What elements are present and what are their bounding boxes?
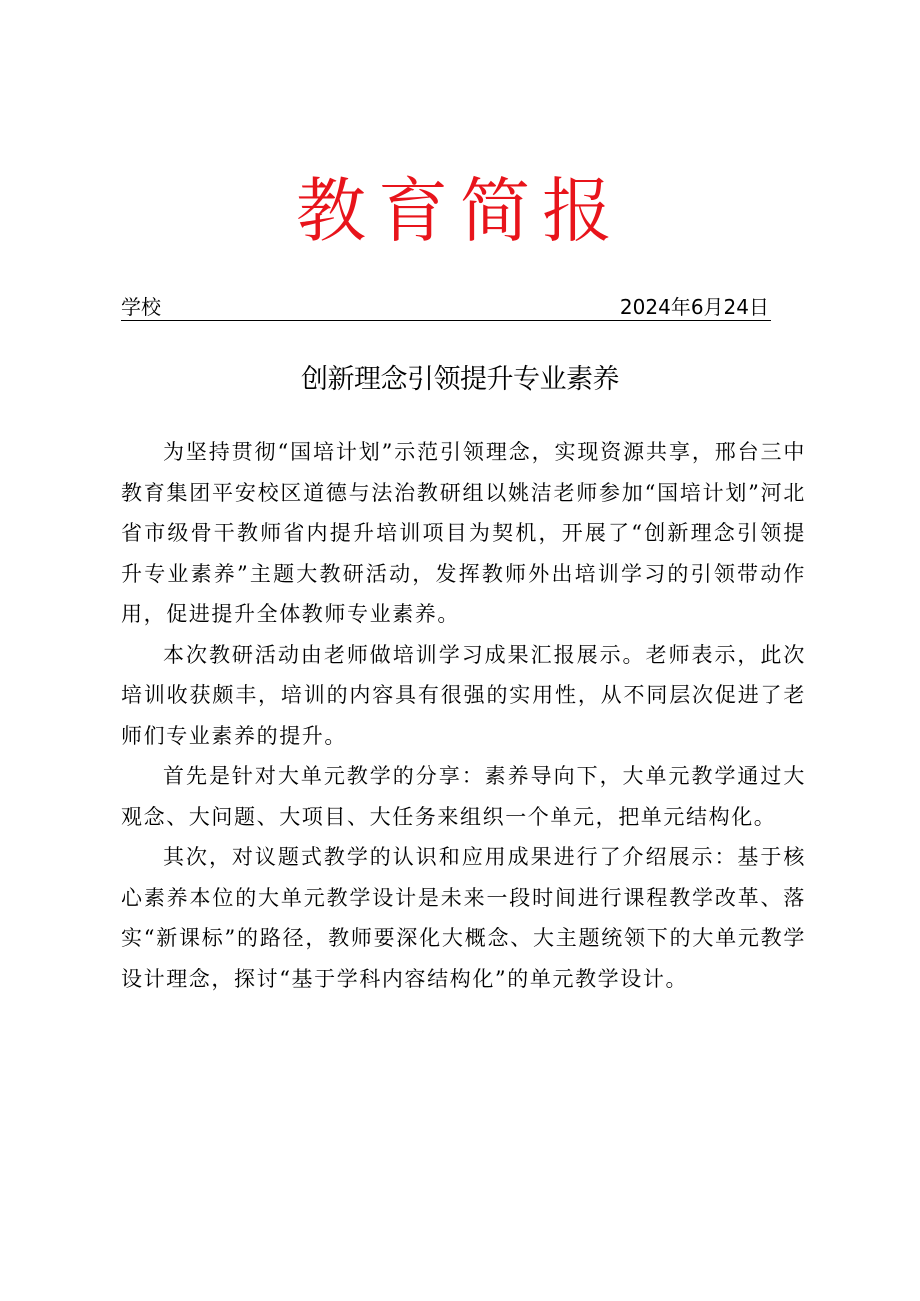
article-body xyxy=(121,432,806,999)
masthead-title: 教育简报 xyxy=(296,170,624,252)
info-line xyxy=(121,294,771,321)
paragraph: 为坚持贯彻“国培计划”示范引领理念，实现资源共享，邢台三中教育集团平安校区道德与法治教研组以姚洁老师参加“国培计划”河北省市级骨干教师省内提升培训项目为契机，开展了“创新理念引领提升专业素养”主题大教研活动，发挥教师外出培训学习的引领带动作用，促进提升全体教师专业素养。 xyxy=(121,440,806,626)
article-title: 创新理念引领提升专业素养 xyxy=(301,364,619,395)
paragraph: 首先是针对大单元教学的分享：素养导向下，大单元教学通过大观念、大问题、大项目、大任务来组织一个单元，把单元结构化。 xyxy=(121,764,806,829)
issue-date: 2024年6月24日 xyxy=(619,295,769,319)
school-label: 学校 xyxy=(121,295,161,319)
paragraph: 本次教研活动由老师做培训学习成果汇报展示。老师表示，此次培训收获颇丰，培训的内容具有很强的实用性，从不同层次促进了老师们专业素养的提升。 xyxy=(121,642,806,748)
paragraph: 其次，对议题式教学的认识和应用成果进行了介绍展示：基于核心素养本位的大单元教学设计是未来一段时间进行课程教学改革、落实“新课标”的路径，教师要深化大概念、大主题统领下的大单元教学设计理念，探讨“基于学科内容结构化”的单元教学设计。 xyxy=(121,845,806,991)
